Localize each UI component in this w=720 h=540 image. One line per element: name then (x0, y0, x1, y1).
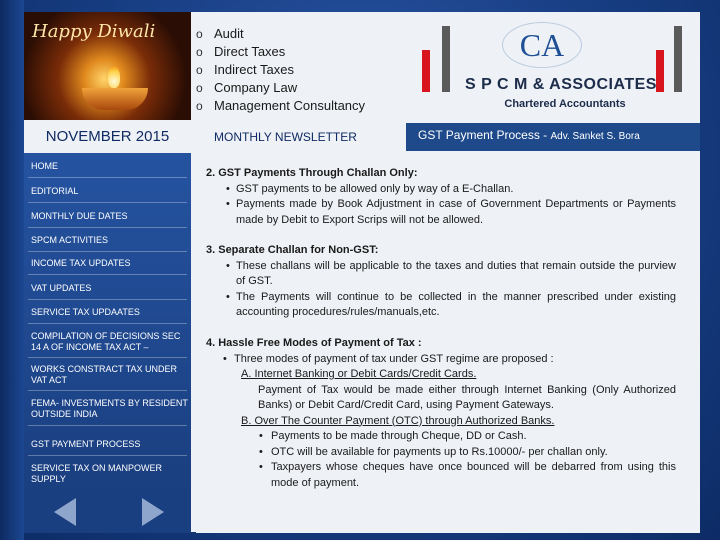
service-item (196, 43, 365, 61)
list-item: • Payments made by Book Adjustment in case of Government Departments or Payments made by Debit to Export Scrips will not be allowed. (226, 198, 676, 226)
sidebar-item-works-contract-tax[interactable]: WORKS CONSTRACT TAX UNDER VAT ACT (31, 364, 178, 385)
list-item: • Payments to be made through Cheque, DD or Cash. (206, 429, 676, 445)
diya-lamp-icon (82, 88, 148, 110)
sidebar-item-fema-investments[interactable]: FEMA- INVESTMENTS BY RESIDENT OUTSIDE INDIA (31, 398, 188, 419)
nav-divider (28, 323, 187, 324)
bullet-icon: • (259, 430, 263, 442)
left-arrow-icon[interactable] (54, 498, 76, 526)
topic-bar (406, 123, 700, 151)
sidebar-item-vat-updates[interactable]: VAT UPDATES (31, 283, 92, 293)
section-title: 2. GST Payments Through Challan Only: (206, 167, 418, 179)
list-item: • Taxpayers whose cheques have once bounced will be debarred from using this mode of payment. (259, 461, 676, 489)
service-label: Indirect Taxes (214, 62, 294, 77)
bullet-icon: • (226, 182, 230, 195)
left-edge-decoration (0, 0, 24, 540)
sidebar-item-service-tax-updates[interactable]: SERVICE TAX UPDAATES (31, 307, 140, 317)
nav-divider (28, 227, 187, 228)
sidebar-item-home[interactable]: HOME (31, 161, 58, 171)
sidebar-item-spcm-activities[interactable]: SPCM ACTIVITIES (31, 235, 109, 245)
sidebar-item-monthly-due-dates[interactable]: MONTHLY DUE DATES (31, 211, 128, 221)
list-item: • OTC will be available for payments up to Rs.10000/- per challan only. (206, 445, 676, 461)
service-label: Direct Taxes (214, 44, 286, 59)
bullet-icon: o (196, 99, 203, 113)
service-label: Management Consultancy (214, 98, 366, 113)
topic-author: Adv. Sanket S. Bora (550, 131, 640, 142)
service-item (196, 97, 365, 115)
logo-red-bar (422, 50, 430, 92)
bullet-icon: • (259, 445, 263, 458)
issue-month: NOVEMBER 2015 (24, 123, 191, 151)
diya-flame-icon (108, 66, 120, 88)
section-non-gst-challan (206, 243, 676, 321)
bullet-icon: • (226, 198, 230, 210)
list-item: • GST payments to be allowed only by way of a E-Challan. (206, 182, 676, 198)
sidebar-item-compilation-decisions[interactable]: COMPILATION OF DECISIONS SEC 14 A OF INCOME TAX ACT – (31, 331, 181, 352)
ca-logo-icon: CA (502, 22, 582, 68)
sidebar-item-service-tax-manpower[interactable]: SERVICE TAX ON MANPOWER SUPPLY (31, 463, 163, 484)
topic-title: GST Payment Process - (418, 128, 548, 142)
newsletter-title: MONTHLY NEWSLETTER (196, 123, 404, 151)
diwali-greeting: Happy Diwali (32, 21, 156, 42)
bullet-icon: o (196, 27, 203, 41)
bullet-icon: • (226, 259, 230, 272)
nav-divider (28, 274, 187, 275)
firm-logo (420, 22, 690, 118)
nav-divider (28, 177, 187, 178)
list-item: • Three modes of payment of tax under GST regime are proposed : (206, 352, 676, 368)
bullet-icon: o (196, 81, 203, 95)
firm-name: S P C M & ASSOCIATES (465, 76, 657, 93)
firm-subtitle: Chartered Accountants (504, 98, 626, 110)
bullet-icon: • (226, 290, 230, 303)
section-payment-modes (206, 336, 676, 491)
list-item: • The Payments will continue to be collected in the manner prescribed under existing accounting procedures/rules/manuals,etc. (226, 290, 676, 318)
section-title: 4. Hassle Free Modes of Payment of Tax : (206, 337, 422, 349)
bullet-icon: • (259, 461, 263, 473)
bullet-icon: o (196, 45, 203, 59)
diwali-banner-image (24, 12, 191, 120)
nav-divider (28, 251, 187, 252)
nav-divider (28, 455, 187, 456)
bullet-icon: • (223, 352, 227, 365)
service-item (196, 61, 365, 79)
services-list (196, 25, 365, 115)
mode-a-description: Payment of Tax would be made either through Internet Banking (Only Authorized Banks) or Debit Card/Credit Card, using Payment Gateways. (258, 383, 676, 411)
sidebar-item-income-tax-updates[interactable]: INCOME TAX UPDATES (31, 258, 131, 268)
bullet-icon: o (196, 63, 203, 77)
nav-divider (28, 425, 187, 426)
service-item (196, 79, 365, 97)
mode-a-heading: A. Internet Banking or Debit Cards/Credit Cards. (241, 368, 477, 380)
right-arrow-icon[interactable] (142, 498, 164, 526)
sidebar-item-gst-payment-process[interactable]: GST PAYMENT PROCESS (31, 439, 141, 449)
list-item: • These challans will be applicable to the taxes and duties that remain outside the purview of GST. (226, 259, 676, 287)
logo-gray-bar (442, 26, 450, 92)
nav-divider (28, 357, 187, 358)
sidebar-item-editorial[interactable]: EDITORIAL (31, 186, 79, 196)
sidebar-nav (24, 153, 191, 493)
service-item (196, 25, 365, 43)
section-title: 3. Separate Challan for Non-GST: (206, 244, 379, 256)
page-navigation (24, 493, 191, 533)
logo-gray-bar (674, 26, 682, 92)
section-gst-challan (206, 166, 676, 228)
nav-divider (28, 299, 187, 300)
service-label: Company Law (214, 80, 298, 95)
nav-divider (28, 390, 187, 391)
mode-b-heading: B. Over The Counter Payment (OTC) through Authorized Banks. (241, 414, 555, 427)
nav-divider (28, 202, 187, 203)
service-label: Audit (214, 26, 244, 41)
article-content (196, 153, 700, 533)
